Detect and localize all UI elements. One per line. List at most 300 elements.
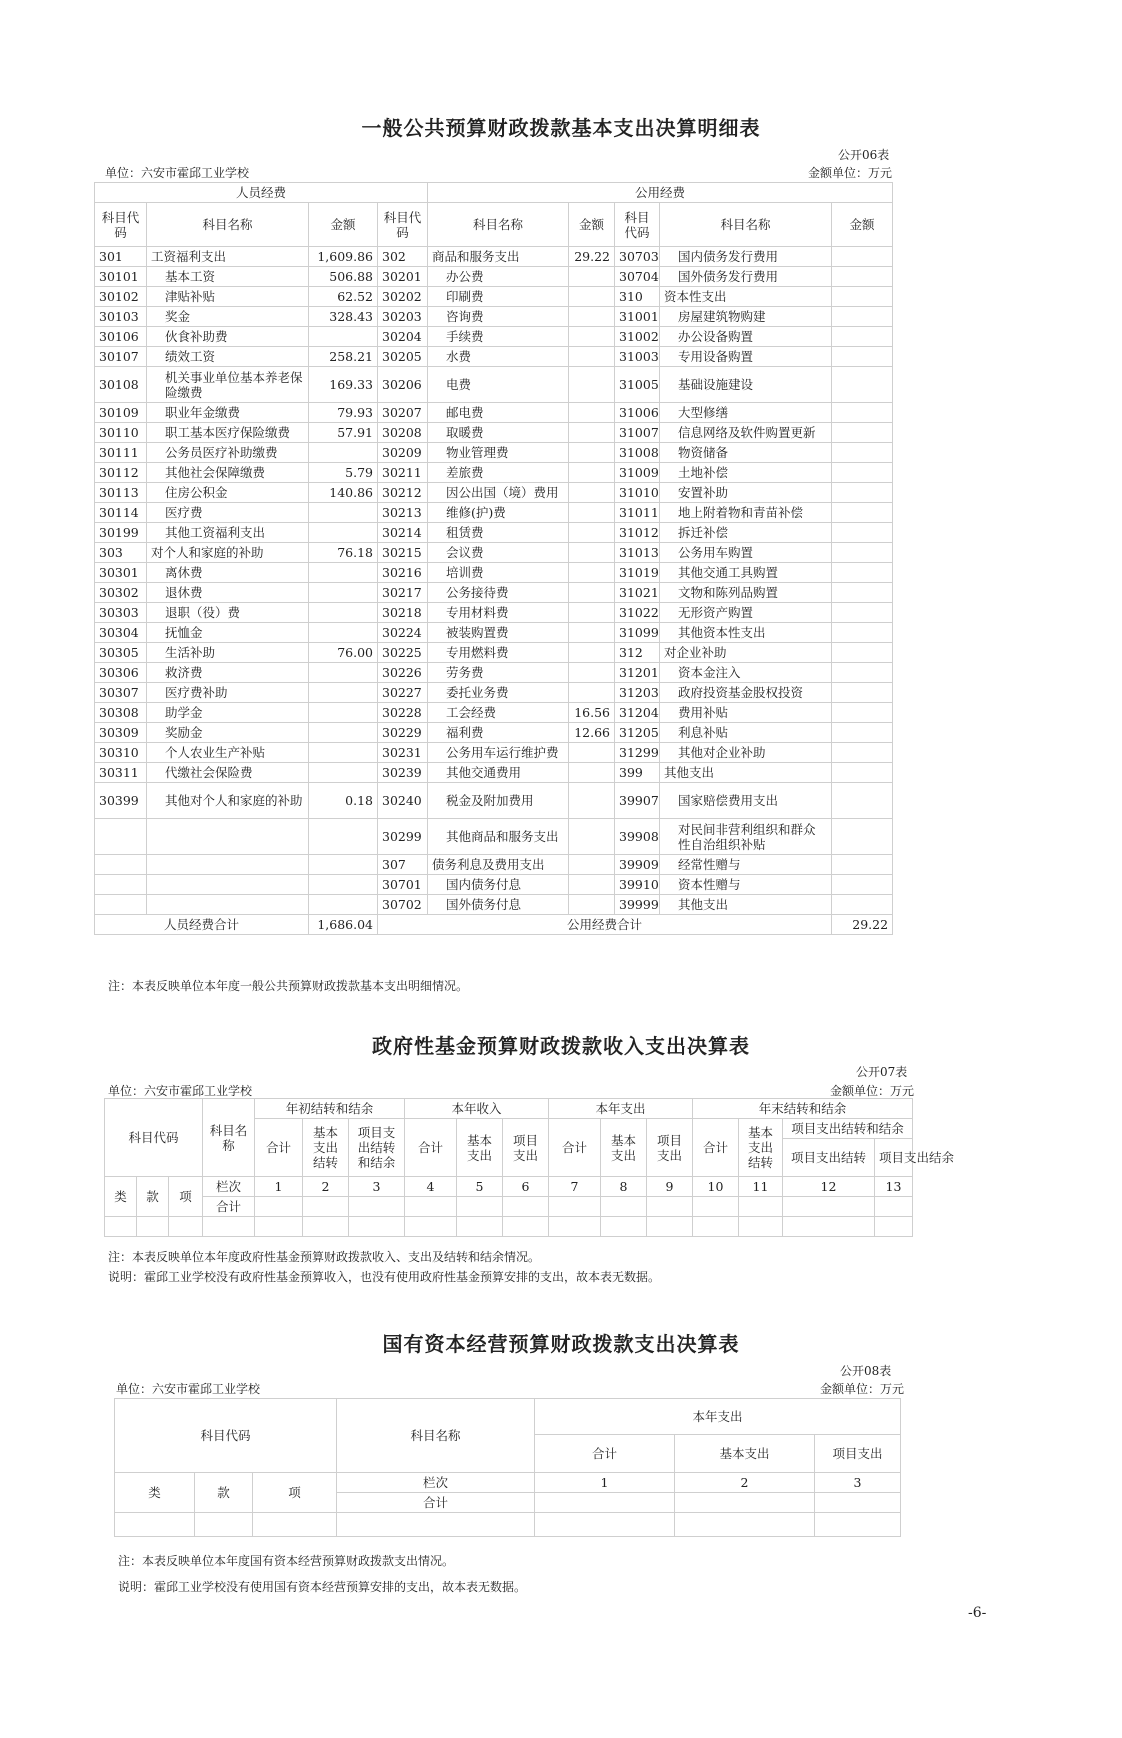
t1-cell-name [147,895,309,915]
t1-cell-name: 公务用车运行维护费 [428,743,569,763]
t3-hdr-name: 科目名称 [337,1399,535,1473]
t1-hdr-name: 科目名称 [428,203,569,247]
t1-cell-amount [309,523,378,543]
t2-hdr-basic-carry: 基本支出结转 [739,1119,783,1177]
t1-cell-amount [569,503,615,523]
t1-cell-code: 31010 [615,483,660,503]
t1-cell-name: 工资福利支出 [147,247,309,267]
t2-table [104,1098,955,1237]
t1-cell-code: 30101 [95,267,147,287]
t1-cell-code: 30102 [95,287,147,307]
t2-amount-unit: 金额单位：万元 [830,1084,915,1098]
t1-cell-name: 会议费 [428,543,569,563]
t1-cell-amount [832,267,893,287]
t1-cell-code: 30217 [378,583,428,603]
t1-cell-amount [569,895,615,915]
t1-cell-name: 税金及附加费用 [428,783,569,819]
t2-col-1: 1 [255,1177,303,1197]
t1-cell-code: 30305 [95,643,147,663]
t1-cell-amount [832,403,893,423]
t2-hdr-total: 合计 [549,1119,601,1177]
t1-row [95,523,893,543]
t2-hdr-basic: 基本支出 [601,1119,647,1177]
t2-note: 注：本表反映单位本年度政府性基金预算财政拨款收入、支出及结转和结余情况。 [108,1250,541,1264]
t1-row [95,703,893,723]
t1-cell-amount [569,683,615,703]
t1-cell-code: 39909 [615,855,660,875]
t1-cell-name: 代缴社会保险费 [147,763,309,783]
t1-cell-amount [569,855,615,875]
t1-cell-amount [832,623,893,643]
t1-cell-code: 302 [378,247,428,267]
t1-cell-code: 30208 [378,423,428,443]
t1-cell-amount [569,523,615,543]
t2-col-5: 5 [457,1177,503,1197]
t1-cell-name: 文物和陈列品购置 [660,583,832,603]
t3-hdr-kuan: 款 [195,1473,253,1513]
t2-hdr-xiang: 项 [169,1177,203,1217]
t1-cell-amount [832,523,893,543]
t2-hdr-code: 科目代码 [105,1099,203,1177]
t1-row [95,443,893,463]
t1-cell-amount [309,583,378,603]
t1-cell-name: 国外债务付息 [428,895,569,915]
t1-cell-amount [309,703,378,723]
t1-cell-code: 31204 [615,703,660,723]
t2-explain: 说明：霍邱工业学校没有政府性基金预算收入，也没有使用政府性基金预算安排的支出，故本表无数据。 [108,1270,661,1284]
t1-cell-amount [832,247,893,267]
t1-total-personnel: 1,686.04 [309,915,378,935]
t1-cell-amount [309,563,378,583]
t1-cell-code: 39999 [615,895,660,915]
t3-hdr-total: 合计 [535,1435,675,1473]
t1-cell-code: 30103 [95,307,147,327]
t1-cell-amount [832,603,893,623]
t1-cell-amount [309,875,378,895]
t1-cell-name: 公务员医疗补助缴费 [147,443,309,463]
t1-cell-name: 离休费 [147,563,309,583]
t1-cell-amount [569,403,615,423]
t2-lanci: 栏次 [203,1177,255,1197]
t1-cell-name: 对个人和家庭的补助 [147,543,309,563]
t1-hdr-name: 科目名称 [660,203,832,247]
t1-row [95,819,893,855]
t1-cell-amount [569,603,615,623]
t1-cell-amount [569,819,615,855]
t1-cell-amount [569,743,615,763]
t1-cell-code: 31205 [615,723,660,743]
t1-cell-code: 30228 [378,703,428,723]
t2-hdr-lei: 类 [105,1177,137,1217]
t1-cell-name: 其他商品和服务支出 [428,819,569,855]
t1-cell-name: 利息补贴 [660,723,832,743]
t1-cell-amount [832,875,893,895]
t1-cell-code: 30112 [95,463,147,483]
t1-cell-name: 劳务费 [428,663,569,683]
t1-hdr-name: 科目名称 [147,203,309,247]
t1-cell-name: 退休费 [147,583,309,603]
t1-cell-code: 30216 [378,563,428,583]
t1-row [95,403,893,423]
t1-cell-code: 30227 [378,683,428,703]
t1-cell-name: 物资储备 [660,443,832,463]
t1-cell-name: 维修(护)费 [428,503,569,523]
t2-hdr-begin: 年初结转和结余 [255,1099,405,1119]
t1-cell-name: 其他交通工具购置 [660,563,832,583]
t2-col-12: 12 [783,1177,875,1197]
t1-cell-code [95,855,147,875]
t1-cell-name: 其他工资福利支出 [147,523,309,543]
t1-cell-code: 301 [95,247,147,267]
t2-hdr-name: 科目名称 [203,1099,255,1177]
t1-cell-name [147,819,309,855]
t1-cell-amount [569,483,615,503]
t1-cell-amount: 5.79 [309,463,378,483]
t1-cell-amount [569,443,615,463]
t1-cell-code: 30205 [378,347,428,367]
t1-cell-name: 资本性赠与 [660,875,832,895]
t3-explain: 说明：霍邱工业学校没有使用国有资本经营预算安排的支出，故本表无数据。 [118,1580,527,1594]
t1-cell-code: 30111 [95,443,147,463]
t1-cell-amount [569,783,615,819]
t1-cell-code: 303 [95,543,147,563]
t1-cell-name: 物业管理费 [428,443,569,463]
t1-cell-name: 专用燃料费 [428,643,569,663]
t1-cell-name: 租赁费 [428,523,569,543]
t1-cell-name [147,875,309,895]
t1-row [95,327,893,347]
t3-hdr-lei: 类 [115,1473,195,1513]
t1-cell-amount: 29.22 [569,247,615,267]
t1-cell-amount [309,623,378,643]
t1-row [95,423,893,443]
t1-cell-code: 30114 [95,503,147,523]
t1-cell-code: 30211 [378,463,428,483]
t1-cell-name: 债务利息及费用支出 [428,855,569,875]
t1-cell-code: 30701 [378,875,428,895]
t1-row [95,723,893,743]
t1-cell-amount [832,543,893,563]
t1-cell-code: 30201 [378,267,428,287]
t1-cell-amount [832,463,893,483]
t2-hdr-proj: 项目支出 [503,1119,549,1177]
t1-row [95,563,893,583]
t1-cell-name: 医疗费补助 [147,683,309,703]
t1-cell-name: 土地补偿 [660,463,832,483]
t1-cell-amount [832,663,893,683]
t1-cell-amount: 0.18 [309,783,378,819]
t1-hdr-amount: 金额 [569,203,615,247]
t1-cell-code: 31007 [615,423,660,443]
t1-cell-code: 30225 [378,643,428,663]
t1-cell-name: 奖励金 [147,723,309,743]
t1-cell-name: 绩效工资 [147,347,309,367]
t1-cell-name: 其他社会保障缴费 [147,463,309,483]
t2-table-no: 公开07表 [856,1065,908,1079]
t1-hdr-amount: 金额 [309,203,378,247]
t2-hdr-total: 合计 [693,1119,739,1177]
t1-cell-name: 伙食补助费 [147,327,309,347]
t1-cell-amount [832,763,893,783]
t1-cell-name: 对企业补助 [660,643,832,663]
t2-unit: 单位：六安市霍邱工业学校 [108,1084,253,1098]
t1-cell-code: 30299 [378,819,428,855]
t3-hdr-code: 科目代码 [115,1399,337,1473]
t1-title: 一般公共预算财政拨款基本支出决算明细表 [361,116,761,140]
t1-cell-amount [832,503,893,523]
t1-cell-code: 30204 [378,327,428,347]
t1-row [95,855,893,875]
t2-col-8: 8 [601,1177,647,1197]
t1-cell-name: 咨询费 [428,307,569,327]
t1-cell-code: 30239 [378,763,428,783]
t1-row [95,875,893,895]
t1-cell-amount [569,347,615,367]
t1-row [95,643,893,663]
t1-cell-amount [569,327,615,347]
t1-cell-code: 30306 [95,663,147,683]
t1-cell-amount: 506.88 [309,267,378,287]
t1-hdr-code: 科目代码 [615,203,660,247]
t1-cell-code: 30399 [95,783,147,819]
t1-group-public: 公用经费 [428,183,893,203]
t1-cell-name: 无形资产购置 [660,603,832,623]
t1-cell-name: 其他支出 [660,763,832,783]
t1-cell-amount [832,819,893,855]
t1-cell-amount [832,307,893,327]
t1-cell-code: 307 [378,855,428,875]
t1-row [95,367,893,403]
t1-row [95,483,893,503]
t2-col-2: 2 [303,1177,349,1197]
t1-row [95,763,893,783]
t1-cell-name: 经常性赠与 [660,855,832,875]
t1-cell-amount: 57.91 [309,423,378,443]
t1-cell-code: 31001 [615,307,660,327]
t1-cell-name: 救济费 [147,663,309,683]
t1-cell-name: 水费 [428,347,569,367]
t1-row [95,583,893,603]
t1-cell-code: 30206 [378,367,428,403]
t1-cell-amount: 1,609.86 [309,247,378,267]
t1-cell-code: 30209 [378,443,428,463]
t3-unit: 单位：六安市霍邱工业学校 [116,1382,261,1396]
t1-cell-code: 31203 [615,683,660,703]
t1-row [95,247,893,267]
t1-cell-code: 31022 [615,603,660,623]
t1-row [95,503,893,523]
t1-cell-name: 培训费 [428,563,569,583]
t1-cell-amount [569,875,615,895]
t1-note: 注：本表反映单位本年度一般公共预算财政拨款基本支出明细情况。 [108,979,469,993]
t1-cell-name: 大型修缮 [660,403,832,423]
t1-cell-amount [832,327,893,347]
t1-cell-amount [832,583,893,603]
page-number: -6- [968,1605,987,1621]
t1-cell-amount [832,683,893,703]
t1-cell-amount [832,743,893,763]
t2-col-11: 11 [739,1177,783,1197]
t1-cell-amount [832,703,893,723]
t1-group-personnel: 人员经费 [95,183,428,203]
t1-cell-amount [569,463,615,483]
t1-row [95,783,893,819]
t1-cell-amount [832,423,893,443]
t1-cell-amount [309,603,378,623]
t1-row [95,895,893,915]
t1-cell-name: 其他对企业补助 [660,743,832,763]
t1-cell-code [95,819,147,855]
t1-row [95,543,893,563]
t1-cell-name: 资本性支出 [660,287,832,307]
t1-unit: 单位：六安市霍邱工业学校 [105,166,250,180]
t1-cell-amount [309,723,378,743]
t1-cell-code: 30202 [378,287,428,307]
t1-cell-amount [309,763,378,783]
t1-cell-name: 拆迁补偿 [660,523,832,543]
t1-cell-amount [569,267,615,287]
t1-cell-name: 办公费 [428,267,569,287]
t1-cell-code: 30304 [95,623,147,643]
t2-hdr-total: 合计 [255,1119,303,1177]
t1-cell-amount [832,855,893,875]
t1-cell-code: 31005 [615,367,660,403]
t1-cell-name: 职工基本医疗保险缴费 [147,423,309,443]
t1-cell-name: 差旅费 [428,463,569,483]
t1-cell-code: 30311 [95,763,147,783]
t1-cell-name: 个人农业生产补贴 [147,743,309,763]
t2-col-9: 9 [647,1177,693,1197]
t1-cell-amount [309,819,378,855]
t1-cell-name: 印刷费 [428,287,569,307]
t1-cell-code: 30218 [378,603,428,623]
t1-cell-amount: 76.00 [309,643,378,663]
t2-hdr-end: 年末结转和结余 [693,1099,913,1119]
t1-cell-amount [309,503,378,523]
t1-cell-code: 39908 [615,819,660,855]
t1-cell-name: 费用补贴 [660,703,832,723]
t1-cell-code: 30215 [378,543,428,563]
t1-cell-amount [569,583,615,603]
t2-hdr-proj-surplus: 项目支出结余 [875,1139,913,1177]
t3-col-2: 2 [675,1473,815,1493]
t1-cell-code: 39910 [615,875,660,895]
t1-cell-code: 31021 [615,583,660,603]
t1-cell-amount [832,443,893,463]
t1-cell-amount [569,287,615,307]
t1-cell-code: 30229 [378,723,428,743]
t1-cell-code: 31006 [615,403,660,423]
t1-cell-name: 办公设备购置 [660,327,832,347]
t1-cell-name: 被装购置费 [428,623,569,643]
t1-cell-name: 医疗费 [147,503,309,523]
t3-heji: 合计 [337,1493,535,1513]
t1-cell-amount: 79.93 [309,403,378,423]
t1-cell-name: 取暖费 [428,423,569,443]
t1-amount-unit: 金额单位：万元 [808,166,893,180]
t1-cell-code: 30109 [95,403,147,423]
t1-cell-name: 抚恤金 [147,623,309,643]
t1-cell-code: 31009 [615,463,660,483]
t1-cell-amount [309,895,378,915]
t1-cell-name: 机关事业单位基本养老保险缴费 [147,367,309,403]
t1-cell-amount [569,423,615,443]
t1-cell-name: 资本金注入 [660,663,832,683]
t1-cell-name: 其他支出 [660,895,832,915]
t1-cell-name: 手续费 [428,327,569,347]
t1-row [95,603,893,623]
t2-hdr-proj-carry-only: 项目支出结转 [783,1139,875,1177]
t1-cell-code: 30704 [615,267,660,287]
t1-cell-code: 310 [615,287,660,307]
t1-cell-amount [832,347,893,367]
t1-cell-amount: 169.33 [309,367,378,403]
t1-cell-name: 公务接待费 [428,583,569,603]
t1-cell-name: 生活补助 [147,643,309,663]
t1-row [95,287,893,307]
t2-hdr-total: 合计 [405,1119,457,1177]
t1-cell-code: 30224 [378,623,428,643]
t2-hdr-proj-carry2: 项目支出结转和结余 [783,1119,913,1139]
t1-cell-code: 30106 [95,327,147,347]
t2-hdr-proj-carry: 项目支出结转和结余 [349,1119,405,1177]
t1-cell-amount [569,663,615,683]
t3-table [114,1398,901,1537]
t1-cell-name: 基本工资 [147,267,309,287]
t2-hdr-income: 本年收入 [405,1099,549,1119]
t1-cell-code: 30702 [378,895,428,915]
t2-col-4: 4 [405,1177,457,1197]
t1-cell-name: 其他交通费用 [428,763,569,783]
t1-cell-amount [832,783,893,819]
t1-cell-name: 专用设备购置 [660,347,832,367]
t1-cell-code: 31013 [615,543,660,563]
t1-cell-name: 对民间非营利组织和群众性自治组织补贴 [660,819,832,855]
t1-cell-code: 39907 [615,783,660,819]
t1-cell-code: 30212 [378,483,428,503]
t1-cell-amount [309,743,378,763]
t2-col-7: 7 [549,1177,601,1197]
t1-row [95,463,893,483]
t2-col-3: 3 [349,1177,405,1197]
t1-cell-code [95,875,147,895]
t1-cell-amount [832,895,893,915]
t1-cell-amount: 140.86 [309,483,378,503]
t3-amount-unit: 金额单位：万元 [820,1382,905,1396]
t1-cell-code: 31003 [615,347,660,367]
t1-hdr-amount: 金额 [832,203,893,247]
t2-title: 政府性基金预算财政拨款收入支出决算表 [372,1034,750,1058]
t1-cell-amount [832,563,893,583]
t1-hdr-code: 科目代码 [378,203,428,247]
t1-row [95,267,893,287]
t1-cell-name: 邮电费 [428,403,569,423]
t1-table-no: 公开06表 [838,148,890,162]
t1-cell-code: 31201 [615,663,660,683]
t1-cell-amount: 16.56 [569,703,615,723]
t1-cell-code: 30113 [95,483,147,503]
t3-hdr-xiang: 项 [253,1473,337,1513]
t2-hdr-basic-carry: 基本支出结转 [303,1119,349,1177]
t3-note: 注：本表反映单位本年度国有资本经营预算财政拨款支出情况。 [118,1554,455,1568]
t3-hdr-proj: 项目支出 [815,1435,901,1473]
t1-cell-code: 399 [615,763,660,783]
t1-total-public: 29.22 [832,915,893,935]
t2-heji: 合计 [203,1197,255,1217]
t1-row [95,307,893,327]
t1-cell-name: 职业年金缴费 [147,403,309,423]
t1-cell-name: 住房公积金 [147,483,309,503]
